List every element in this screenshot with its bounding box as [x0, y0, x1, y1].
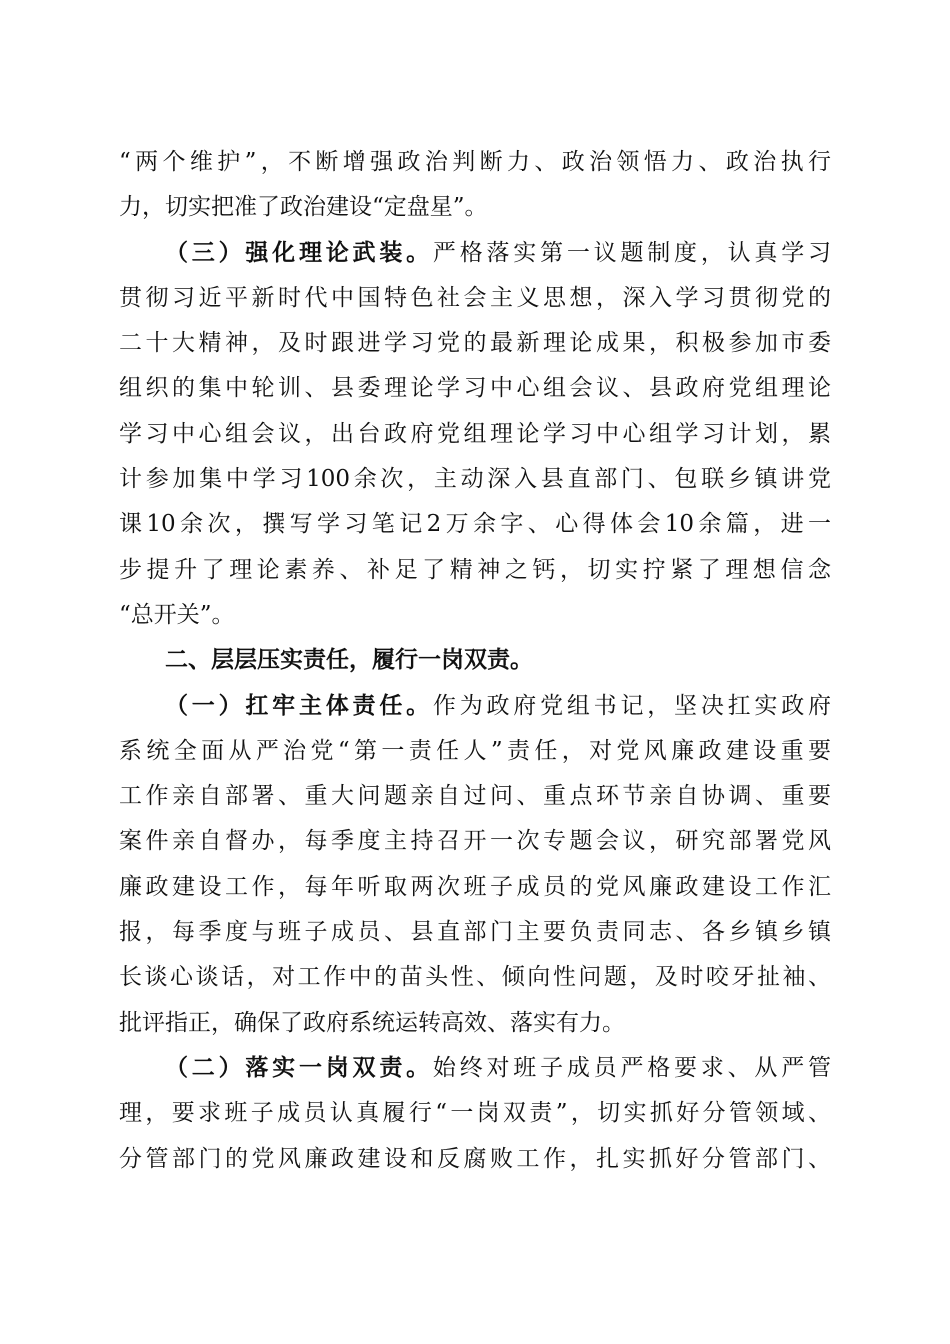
paragraph-line: 理，要求班子成员认真履行“一岗双责”，切实抓好分管领域、	[119, 1100, 831, 1127]
section-3-first-line: （三）强化理论武装。严格落实第一议题制度，认真学习	[165, 239, 832, 266]
paragraph-line: 步提升了理论素养、补足了精神之钙，切实拧紧了理想信念	[119, 556, 831, 583]
paragraph-line: 系统全面从严治党“第一责任人”责任，对党风廉政建设重要	[119, 737, 831, 764]
paragraph-line: 课10余次，撰写学习笔记2万余字、心得体会10余篇，进一	[119, 511, 831, 538]
paragraph-line: 计参加集中学习100余次，主动深入县直部门、包联乡镇讲党	[119, 466, 831, 493]
section-2-first-line: （二）落实一岗双责。始终对班子成员严格要求、从严管	[165, 1054, 832, 1081]
paragraph-line: 工作亲自部署、重大问题亲自过问、重点环节亲自协调、重要	[119, 783, 831, 810]
paragraph-line: 学习中心组会议，出台政府党组理论学习中心组学习计划，累	[119, 420, 831, 447]
paragraph-line: 廉政建设工作，每年听取两次班子成员的党风廉政建设工作汇	[119, 873, 831, 900]
paragraph-line: 组织的集中轮训、县委理论学习中心组会议、县政府党组理论	[119, 375, 831, 402]
paragraph-line: 案件亲自督办，每季度主持召开一次专题会议，研究部署党风	[119, 828, 831, 855]
paragraph-line: 长谈心谈话，对工作中的苗头性、倾向性问题，及时咬牙扯袖、	[119, 964, 831, 991]
paragraph-line: 报，每季度与班子成员、县直部门主要负责同志、各乡镇乡镇	[119, 919, 831, 946]
section-1-first-line: （一）扛牢主体责任。作为政府党组书记，坚决扛实政府	[165, 692, 832, 719]
chapter-heading: 二、层层压实责任，履行一岗双责。	[165, 647, 533, 674]
paragraph-line: 力，切实把准了政治建设“定盘星”。	[119, 194, 488, 221]
section-heading-inline: （一）扛牢主体责任。	[165, 692, 433, 719]
paragraph-line: “总开关”。	[119, 601, 235, 628]
paragraph-line: 贯彻习近平新时代中国特色社会主义思想，深入学习贯彻党的	[119, 284, 831, 311]
paragraph-line: 批评指正，确保了政府系统运转高效、落实有力。	[119, 1009, 625, 1036]
paragraph-line: 二十大精神，及时跟进学习党的最新理论成果，积极参加市委	[119, 330, 831, 357]
paragraph-line: 分管部门的党风廉政建设和反腐败工作，扎实抓好分管部门、	[119, 1145, 831, 1172]
document-body	[119, 140, 831, 1182]
paragraph-line: “两个维护”，不断增强政治判断力、政治领悟力、政治执行	[119, 149, 831, 175]
section-heading-inline: （二）落实一岗双责。	[165, 1054, 433, 1081]
section-heading-inline: （三）强化理论武装。	[165, 239, 433, 266]
